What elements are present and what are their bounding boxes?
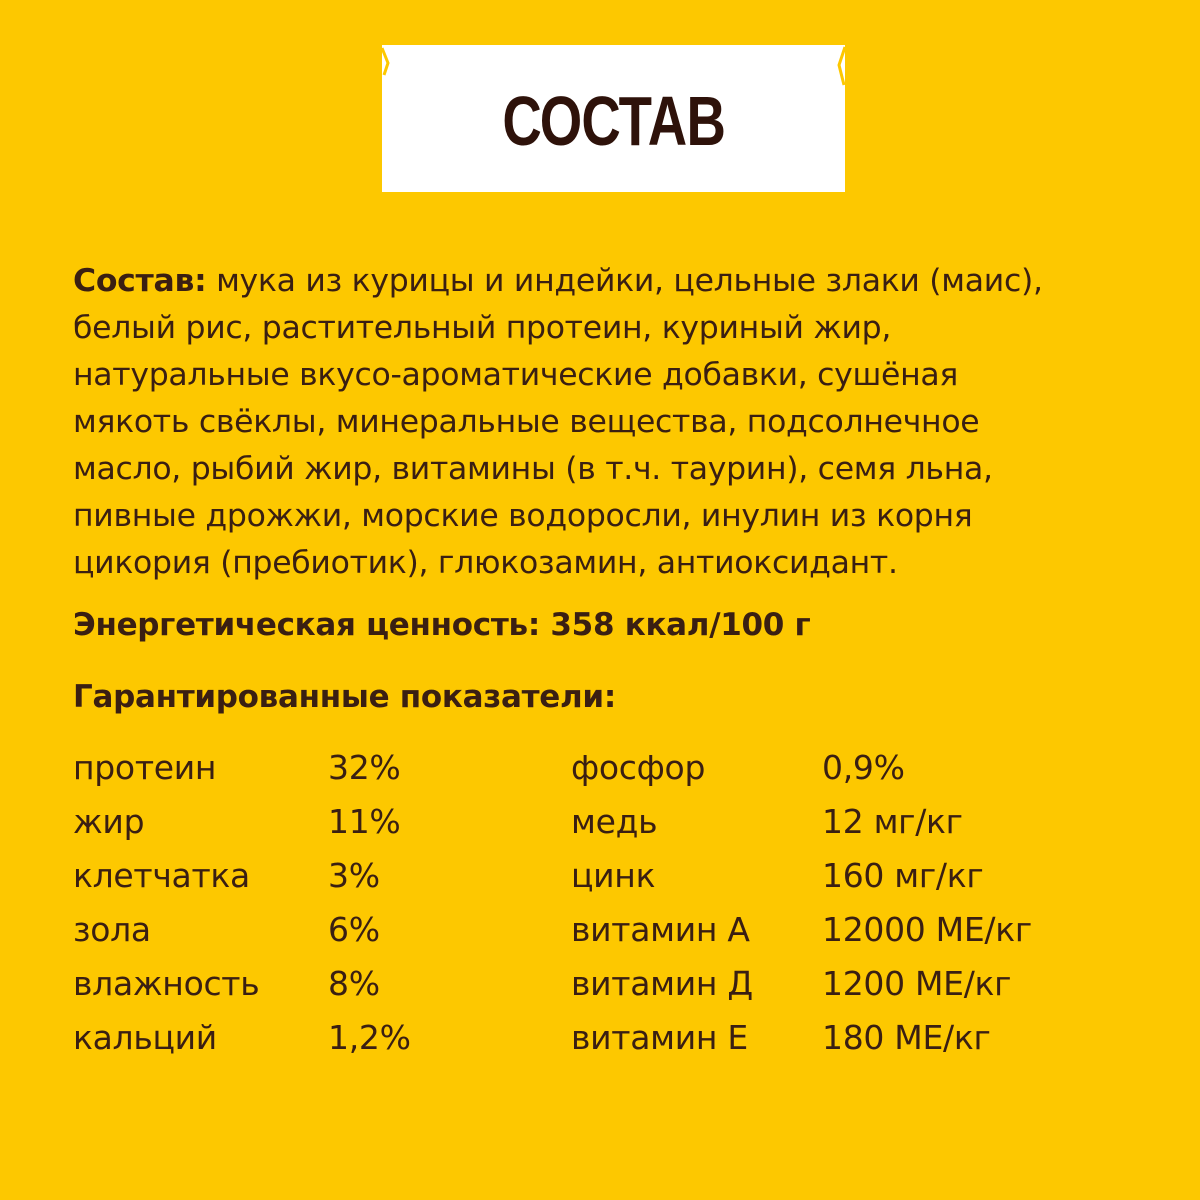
indicator-name: кальций	[73, 1018, 217, 1057]
indicator-name: цинк	[571, 856, 656, 895]
indicator-name: витамин Д	[571, 964, 753, 1003]
page-title: СОСТАВ	[502, 81, 725, 160]
guaranteed-heading: Гарантированные показатели:	[73, 679, 616, 715]
indicator-value: 12000 МЕ/кг	[822, 910, 1032, 949]
composition-label: Состав:	[73, 263, 207, 299]
composition-line: мякоть свёклы, минеральные вещества, подсолнечное	[73, 404, 980, 440]
indicator-value: 1200 МЕ/кг	[822, 964, 1012, 1003]
indicator-row	[73, 1016, 1173, 1070]
indicator-value: 12 мг/кг	[822, 802, 963, 841]
indicator-name: витамин А	[571, 910, 750, 949]
indicator-value: 0,9%	[822, 748, 905, 787]
indicator-name: протеин	[73, 748, 217, 787]
composition-line: пивные дрожжи, морские водоросли, инулин из корня	[73, 498, 973, 534]
content	[73, 258, 1173, 1057]
composition-line: белый рис, растительный протеин, куриный жир,	[73, 310, 892, 346]
indicator-row	[73, 854, 1173, 908]
indicator-value: 180 МЕ/кг	[822, 1018, 991, 1057]
indicator-name: жир	[73, 802, 145, 841]
indicator-name: влажность	[73, 964, 260, 1003]
indicator-name: витамин Е	[571, 1018, 748, 1057]
composition-line: цикория (пребиотик), глюкозамин, антиоксидант.	[73, 545, 898, 581]
indicator-value: 3%	[328, 856, 380, 895]
indicator-name: фосфор	[571, 748, 706, 787]
indicator-value: 8%	[328, 964, 380, 1003]
indicator-row	[73, 746, 1173, 800]
composition-line: мука из курицы и индейки, цельные злаки (маис),	[206, 263, 1043, 299]
indicator-value: 32%	[328, 748, 401, 787]
energy-value: Энергетическая ценность: 358 ккал/100 г	[73, 607, 811, 643]
composition-line: масло, рыбий жир, витамины (в т.ч. таурин), семя льна,	[73, 451, 993, 487]
indicator-value: 160 мг/кг	[822, 856, 984, 895]
title-plate	[382, 45, 845, 192]
indicator-name: клетчатка	[73, 856, 250, 895]
indicator-value: 1,2%	[328, 1018, 411, 1057]
indicator-value: 6%	[328, 910, 380, 949]
indicator-value: 11%	[328, 802, 401, 841]
indicator-name: зола	[73, 910, 151, 949]
indicator-name: медь	[571, 802, 658, 841]
indicator-row	[73, 800, 1173, 854]
composition-line: натуральные вкусо-ароматические добавки, сушёная	[73, 357, 959, 393]
indicator-row	[73, 962, 1173, 1016]
composition-paragraph	[73, 258, 1173, 587]
indicator-row	[73, 908, 1173, 962]
